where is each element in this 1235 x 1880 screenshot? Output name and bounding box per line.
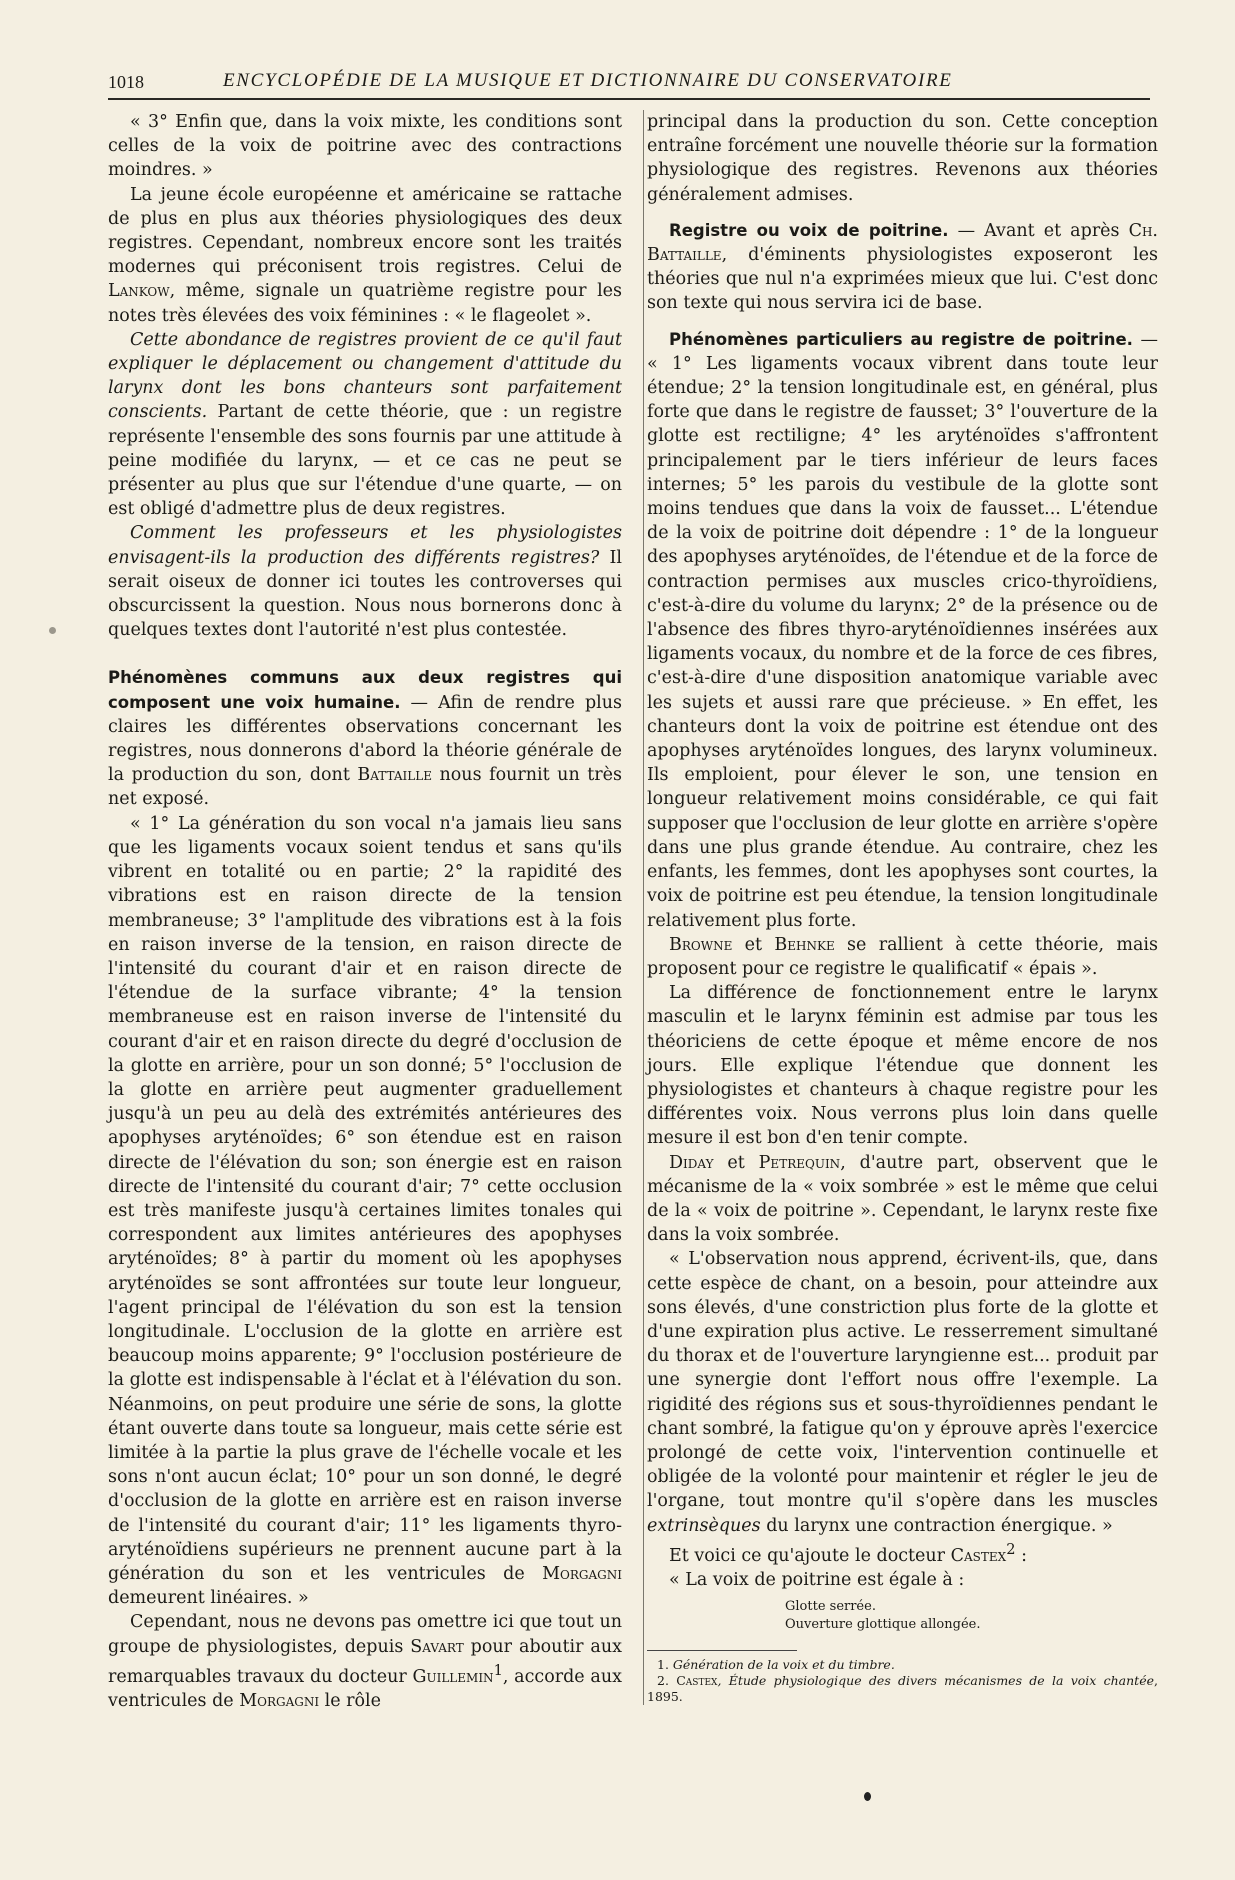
author-name: Behnke — [774, 934, 835, 955]
section-paragraph: Phénomènes particuliers au registre de poitrine. — « 1° Les ligaments vocaux vibrent dans toute leur étendue; 2° la tension longitudinale est, en général, plus forte que dans le registre de fausset; 3° l'ouverture de la glotte est rectiligne; 4° les aryténoïdes s'affrontent principalement par le tiers inférieur de leurs faces internes; 5° les parois du vestibule de la glotte sont moins tendues que dans la voix de fausset... L'étendue de la voix de poitrine doit dépendre : 1° de la longueur des apophyses aryténoïdes, de l'étendue et de la force de contraction permises aux muscles crico-thyroïdiens, c'est-à-dire du volume du larynx; 2° de la présence ou de l'absence des fibres thyro-aryténoïdiennes insérées aux ligaments vocaux, du nombre et de la force de ces fibres, c'est-à-dire d'une disposition anatomique variable avec les sujets et aussi rare que précieuse. » En effet, les chanteurs dont la voix de poitrine est étendue ont des apophyses aryténoïdes longues, des larynx volumineux. Ils emploient, pour élever le son, une tension en longueur relativement moins considérable, ce qui fait supposer que l'occlusion de leur glotte en arrière s'opère dans une plus grande étendue. Au contraire, chez les enfants, les femmes, dont les apophyses sont courtes, la voix de poitrine est peu étendue, la tension longitudinale relativement plus forte. — [647, 329, 1158, 931]
author-name: Diday — [669, 1152, 714, 1173]
paragraph: Et voici ce qu'ajoute le docteur Castex$^2$ : — [669, 1540, 1027, 1566]
author-name: Morgagni — [239, 1690, 320, 1711]
author-name: Browne — [669, 934, 733, 955]
paragraph: « 3° Enfin que, dans la voix mixte, les conditions sont celles de la voix de poitrine avec des contractions moindres. » — [108, 112, 622, 181]
formula-line: Glotte serrée. — [785, 1599, 876, 1615]
paragraph: La jeune école européenne et américaine se rattache de plus en plus aux théories physiologiques des deux registres. Cependant, nombreux encore sont les traités modernes qui préconisent trois registres. Celui de Lankow, même, signale un quatrième registre pour les notes très élevées des voix féminines : « le flageolet ». — [108, 184, 622, 326]
running-title: ENCYCLOPÉDIE DE LA MUSIQUE ET DICTIONNAIRE DU CONSERVATOIRE — [223, 70, 953, 91]
paragraph: Diday et Petrequin, d'autre part, observent que le mécanisme de la « voix sombrée » est le même que celui de la « voix de poitrine ». Cependant, le larynx reste fixe dans la voix sombrée. — [647, 1152, 1158, 1246]
footnote: 2. Castex, Étude physiologique des divers mécanismes de la voix chantée, 1895. — [647, 1673, 1158, 1705]
page-ornament-dot — [864, 1792, 871, 1801]
paragraph: « L'observation nous apprend, écrivent-ils, que, dans cette espèce de chant, on a besoin, pour atteindre aux sons élevés, d'une constriction plus forte de la glotte et d'une expiration plus active. Le resserrement simultané du thorax et de l'ouverture laryngienne est... produit par une synergie dont l'effort nous offre l'exemple. La rigidité des régions sus et sous-thyroïdiennes pendant le chant sombré, la fatigue qu'on y éprouve après l'exercice prolongé de cette voix, l'intervention continuelle et obligée de la volonté pour maintenir et régler le jeu de l'organe, tout montre qu'il s'opère dans les muscles extrinsèques du larynx une contraction énergique. » — [647, 1249, 1158, 1536]
paragraph: Browne et Behnke se rallient à cette théorie, mais proposent pour ce registre le qualificatif « épais ». — [647, 934, 1158, 979]
footnote-ref: 1 — [493, 1661, 503, 1679]
section-heading: Registre ou voix de poitrine. — [669, 220, 949, 240]
paragraph: Comment les professeurs et les physiologistes envisagent-ils la production des différents registres? Il serait oiseux de donner ici toutes les controverses qui obscurcissent la question. Nous nous bornerons donc à quelques textes dont l'autorité n'est plus contestée. — [108, 523, 622, 641]
footnote-ref: 2 — [1006, 1540, 1016, 1558]
author-name: Ch. Battaille — [647, 220, 1158, 266]
author-name: Morgagni — [542, 1563, 622, 1584]
formula-line: Ouverture glottique allongée. — [785, 1617, 981, 1633]
section-heading: Phénomènes particuliers au registre de poitrine. — [669, 329, 1133, 349]
paragraph: Cependant, nous ne devons pas omettre ici que tout un groupe de physiologistes, depuis Savart pour aboutir aux remarquables travaux du docteur Guillemin$^1$, accorde aux ventricules de Morgagni le rôle — [108, 1612, 622, 1711]
author-name: Castex — [950, 1545, 1007, 1566]
footnote: 1. Génération de la voix et du timbre. — [657, 1657, 895, 1673]
right-column — [643, 110, 1158, 1705]
paragraph: « La voix de poitrine est égale à : — [669, 1569, 965, 1590]
paragraph: « 1° La génération du son vocal n'a jamais lieu sans que les ligaments vocaux soient tendus et sans qu'ils vibrent en totalité ou en partie; 2° la rapidité des vibrations est en raison directe de la tension membraneuse; 3° l'amplitude des vibrations est à la fois en raison inverse de la tension, en raison directe de l'intensité du courant d'air et en raison directe de l'étendue de la surface vibrante; 4° la tension membraneuse est en raison inverse de l'intensité du courant d'air et en raison directe du degré d'occlusion de la glotte en arrière, pour un son donné; 5° l'occlusion de la glotte en arrière peut augmenter graduellement jusqu'à un peu au delà des extrémités antérieures des apophyses aryténoïdes; 6° son étendue est en raison directe de l'élévation du son; son énergie est en raison directe de l'intensité du courant d'air; 7° cette occlusion est très manifeste jusqu'à certaines limites tonales qui correspondent aux limites antérieures des apophyses aryténoïdes; 8° à partir du moment où les apophyses aryténoïdes se sont affrontées sur toute leur longueur, l'agent principal de l'élévation du son est la tension longitudinale. L'occlusion de la glotte en arrière est beaucoup moins apparente; 9° l'occlusion postérieure de la glotte est indispensable à l'éclat et à l'élévation du son. Néanmoins, on peut produire une série de sons, la glotte étant ouverte dans toute sa longueur, mais cette série est limitée à la partie la plus grave de l'échelle vocale et les sons n'ont aucun éclat; 10° pour un son donné, le degré d'occlusion de la glotte en arrière est en raison inverse de l'intensité du courant d'air; 11° les ligaments thyro-aryténoïdiens supérieurs ne prennent aucune part à la génération du son et les ventricules de Morgagni demeurent linéaires. » — [108, 813, 623, 1609]
paragraph: Cette abondance de registres provient de ce qu'il faut expliquer le déplacement ou changement d'attitude du larynx dont les bons chanteurs sont parfaitement conscients. Partant de cette théorie, que : un registre représente l'ensemble des sons fournis par une attitude à peine modifiée du larynx, — et ce cas ne peut se présenter au plus que sur l'étendue d'une quarte, — on est obligé d'admettre plus de deux registres. — [108, 329, 622, 520]
paragraph: principal dans la production du son. Cette conception entraîne forcément une nouvelle théorie sur la formation physiologique des registres. Revenons aux théories généralement admises. — [647, 112, 1158, 205]
formula-block — [647, 1598, 1158, 1634]
page-header — [108, 72, 1150, 100]
left-column — [108, 110, 622, 1713]
author-name: Savart — [410, 1636, 464, 1657]
author-name: Guillemin — [412, 1666, 494, 1687]
author-name: Petrequin — [758, 1152, 841, 1173]
paragraph: La différence de fonctionnement entre le larynx masculin et le larynx féminin est admise par tous les théoriciens de cette époque et même encore de nos jours. Elle explique l'étendue que donnent les physiologistes et chanteurs à chaque registre pour les différentes voix. Nous verrons plus loin dans quelle mesure il est bon d'en tenir compte. — [647, 983, 1158, 1149]
footnote-rule — [647, 1650, 797, 1651]
section-paragraph: Registre ou voix de poitrine. — Avant et après Ch. Battaille, d'éminents physiologistes exposeront les théories que nul n'a exprimées mieux que lui. C'est donc son texte qui nous servira ici de base. — [647, 220, 1158, 314]
page-number: 1018 — [108, 72, 144, 92]
section-paragraph: Phénomènes communs aux deux registres qui composent une voix humaine. — Afin de rendre plus claires les différentes observations concernant les registres, nous donnerons d'abord la théorie générale de la production du son, dont Battaille nous fournit un très net exposé. — [108, 668, 622, 810]
page-smudge-mark — [49, 627, 56, 634]
section-heading: Phénomènes communs aux deux registres qui composent une voix humaine. — [108, 668, 622, 712]
author-name: Battaille — [357, 765, 432, 786]
author-name: Lankow — [108, 281, 170, 302]
